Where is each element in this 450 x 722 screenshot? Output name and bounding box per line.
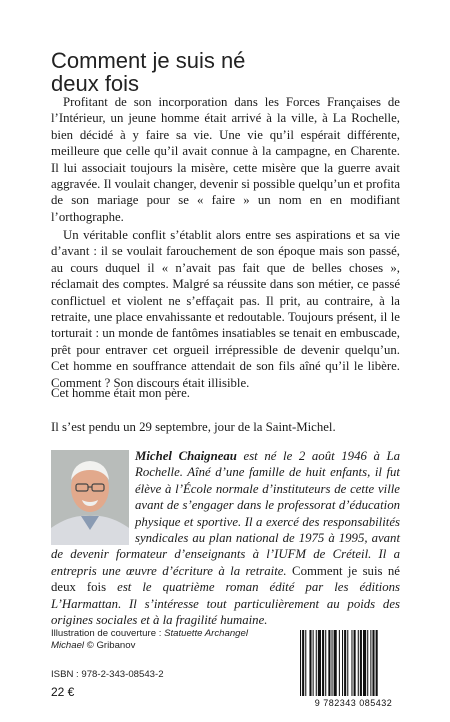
barcode-bar [354,630,356,696]
barcode-bar [313,630,314,696]
book-title-line-1: Comment je suis né [51,47,246,73]
cover-credits [51,628,251,652]
barcode-bar [342,630,343,696]
barcode-bar [322,630,324,696]
barcode-bar [372,630,374,696]
barcode-bar [309,630,311,696]
credits-owner: © Gribanov [84,640,136,651]
book-title-line-2: deux fois [51,70,140,96]
barcode-bar [363,630,366,696]
barcode-bar [325,630,326,696]
author-bio [51,448,400,628]
author-name: Michel Chaigneau [135,449,237,463]
price: 22 € [51,685,75,699]
isbn: ISBN : 978-2-343-08543-2 [51,669,164,680]
summary-paragraph-1: Profitant de son incorporation dans les Forces Françaises de l’Intérieur, un jeune homme était arrivé à la ville, à La Rochelle, bien décidé à y faire sa vie. Une vie qu’il espérait différente, meilleure que celle qu’il avait connue à la campagne, en Charente. Il lui associait toujours la misère, cette misère que la guerre avait aggravée. Il voulait changer, devenir si possible quelqu’un et profita de son mariage pour se « faire » un nom en en modifiant l’orthographe. [51,95,400,224]
ean-barcode-icon [296,628,411,698]
author-bio-text-2: est le quatrième roman édité par les éditions L’Harmattan. Il s’intéresse tout particulièrement au poids des origines sociales et à la fragilité humaine. [51,580,400,628]
summary-paragraph-2: Un véritable conflit s’établit alors entre ses aspirations et sa vie d’avant : il se voulait farouchement de son époque mais son passé, au cours duquel il « n’avait pas fait que de belles choses », réclamait des comptes. Malgré sa réussite dans son métier, ce passé conflictuel et violent ne s’effaçait pas. Il prit, au contraire, à la retraite, une place envahissante et redoutable. Toujours présent, il le torturait : un monde de fantômes insatiables se tenait en embuscade, prêt pour entraver cet orgueil irrépressible de devenir quelqu’un. Cet homme en souffrance attendait de son fils aîné qu’il le libère. Comment ? Son discours était illisible. [51,228,400,390]
credits-work: Statuette Archangel Michael [51,628,248,651]
credits-label: Illustration de couverture : [51,628,165,639]
barcode-bar [318,630,321,696]
barcode-bar [302,630,304,696]
barcode-bar [358,630,359,696]
author-bio-text-1: est né le 2 août 1946 à La Rochelle. Aîné d’une famille de huit enfants, il fut élève à l’École normale d’instituteurs de cette ville avant de s’engager dans le professorat d’éducation physique et sportive. Il a exercé des responsabilités syndicales au plan national de 1975 à 1995, avant de devenir formateur d’enseignants à l’IUFM de Créteil. Il a entrepris une œuvre d’écriture à la retraite. [51,449,401,578]
barcode-bar [376,630,378,696]
summary-paragraph-3: Cet homme était mon père. [51,386,190,400]
barcode-bar [370,630,371,696]
barcode-bar [316,630,317,696]
barcode-bar [360,630,362,696]
barcode-bar [334,630,337,696]
book-title [51,49,411,95]
barcode-bar [351,630,352,696]
barcode-bar [300,630,301,696]
barcode-bar [332,630,333,696]
barcode-bar [344,630,346,696]
bio-book-title: Comment je suis né deux fois [51,563,400,595]
barcode-bar [347,630,348,696]
barcode-bar [367,630,368,696]
barcode-bar [328,630,330,696]
summary-paragraph-4: Il s’est pendu un 29 septembre, jour de la Saint-Michel. [51,420,336,434]
barcode-digits: 9 782343 085432 [314,698,393,708]
barcode-bar [339,630,340,696]
barcode-bar [305,630,306,696]
